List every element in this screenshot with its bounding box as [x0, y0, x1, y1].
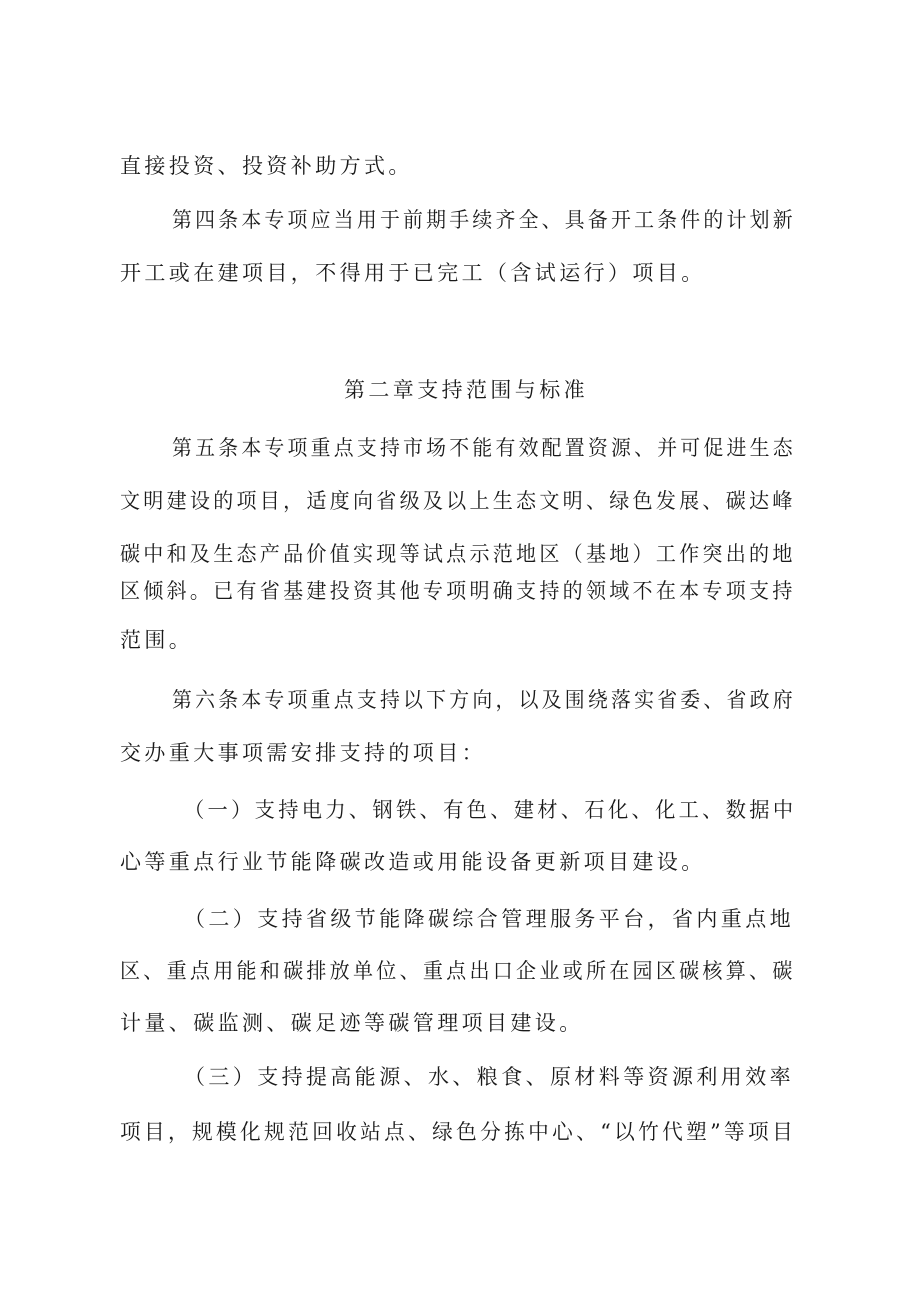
article-5-line-1: 第五条本专项重点支持市场不能有效配置资源、并可促进生态	[172, 436, 796, 460]
item-2-line-1: （二）支持省级节能降碳综合管理服务平台，省内重点地	[184, 907, 794, 931]
text-line: 直接投资、投资补助方式。	[120, 154, 413, 178]
text-line: 计量、碳监测、碳足迹等碳管理项目建设。	[120, 1011, 584, 1035]
text-line: 文明建设的项目，适度向省级及以上生态文明、绿色发展、碳达峰	[120, 489, 796, 513]
text-line: 心等重点行业节能降碳改造或用能设备更新项目建设。	[120, 850, 706, 874]
text-line: 项目，规模化规范回收站点、绿色分拣中心、“以竹代塑”等项目	[120, 1120, 797, 1144]
item-3-line-1: （三）支持提高能源、水、粮食、原材料等资源利用效率	[184, 1065, 794, 1089]
text-line: 交办重大事项需安排支持的项目：	[120, 741, 486, 765]
article-6-line-1: 第六条本专项重点支持以下方向，以及围绕落实省委、省政府	[172, 688, 796, 712]
text-line: 区、重点用能和碳排放单位、重点出口企业或所在园区碳核算、碳	[120, 959, 796, 983]
article-4-line-1: 第四条本专项应当用于前期手续齐全、具备开工条件的计划新	[172, 208, 796, 232]
chapter-heading: 第二章支持范围与标准	[344, 378, 588, 402]
text-line: 范围。	[120, 628, 194, 652]
text-line: 碳中和及生态产品价值实现等试点示范地区（基地）工作突出的地	[120, 542, 796, 566]
item-1-line-1: （一）支持电力、钢铁、有色、建材、石化、化工、数据中	[184, 798, 797, 822]
text-line: 开工或在建项目，不得用于已完工（含试运行）项目。	[120, 261, 706, 285]
text-line: 区倾斜。已有省基建投资其他专项明确支持的领域不在本专项支持	[120, 579, 796, 603]
